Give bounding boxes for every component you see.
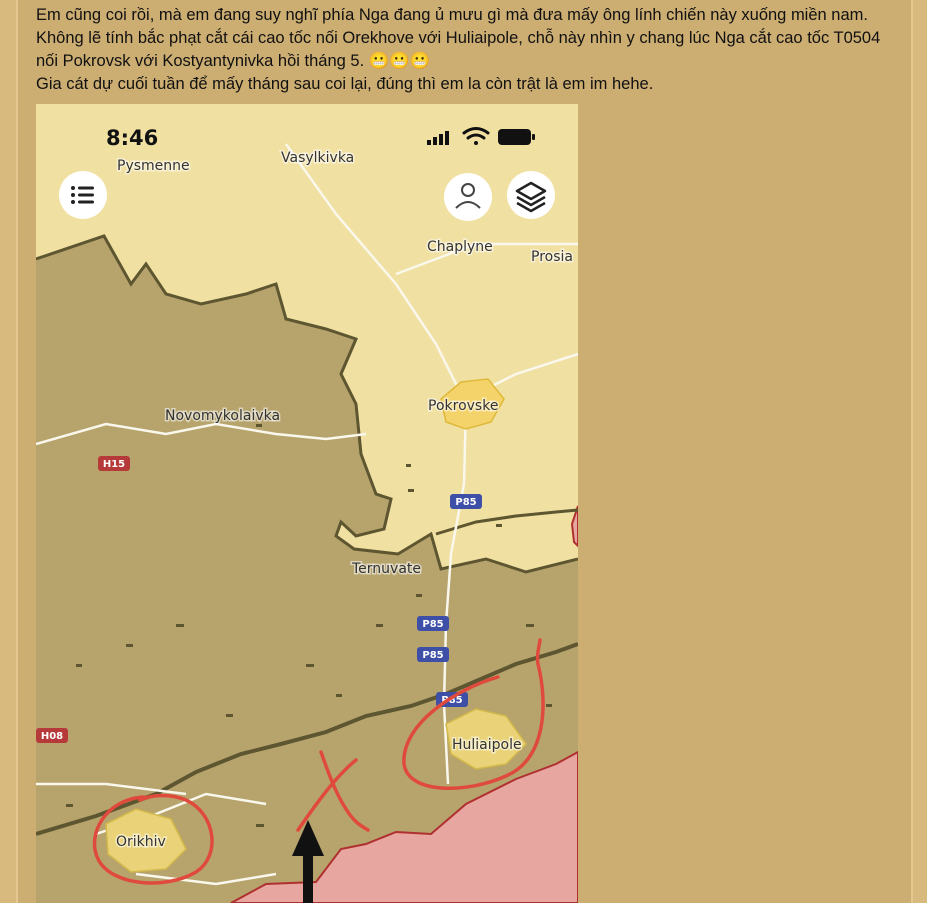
menu-button[interactable] (59, 171, 107, 219)
svg-text:P85: P85 (422, 619, 444, 630)
road-p85-3 (417, 647, 449, 662)
svg-text:P85: P85 (455, 497, 477, 508)
road-p85-2 (417, 616, 449, 631)
label-prosia: Prosia (531, 249, 573, 265)
status-time: 8:46 (106, 126, 159, 150)
svg-text:P85: P85 (441, 695, 463, 706)
label-pokrovske: Pokrovske (428, 398, 499, 414)
post-paragraph-1: Em cũng coi rồi, mà em đang suy nghĩ phía Nga đang ủ mưu gì mà đưa mấy ông lính chiến này xuống miền nam. Không lẽ tính bắc phạt cắt cái cao tốc nối Orekhove với Huliaipole, chỗ này nhìn y chang lúc Nga cắt cao tốc T0504 nối Pokrovsk với Kostyantynivka hồi tháng 5. 😬😬😬 (36, 6, 881, 70)
post-body (36, 4, 888, 96)
map-screenshot (36, 104, 578, 903)
label-chaplyne: Chaplyne (427, 239, 493, 255)
road-h15 (98, 456, 130, 471)
svg-text:H08: H08 (40, 731, 64, 742)
layers-button[interactable] (507, 171, 555, 219)
label-vasylkivka: Vasylkivka (281, 150, 355, 166)
svg-text:P85: P85 (422, 650, 444, 661)
road-p85-1 (450, 494, 482, 509)
post-paragraph-2: Gia cát dự cuối tuần để mấy tháng sau coi lại, đúng thì em la còn trật là em im hehe. (36, 75, 654, 93)
svg-text:H15: H15 (102, 459, 126, 470)
map-svg (36, 104, 578, 903)
label-orikhiv: Orikhiv (116, 834, 166, 850)
battery-icon (498, 129, 535, 145)
label-pysmenne: Pysmenne (117, 158, 190, 174)
label-huliaipole: Huliaipole (452, 737, 522, 753)
label-ternuvate: Ternuvate (352, 561, 422, 577)
profile-button[interactable] (444, 173, 492, 221)
menu-icon (71, 186, 94, 204)
road-h08 (36, 728, 68, 743)
label-novomykolaivka: Novomykolaivka (165, 408, 281, 424)
